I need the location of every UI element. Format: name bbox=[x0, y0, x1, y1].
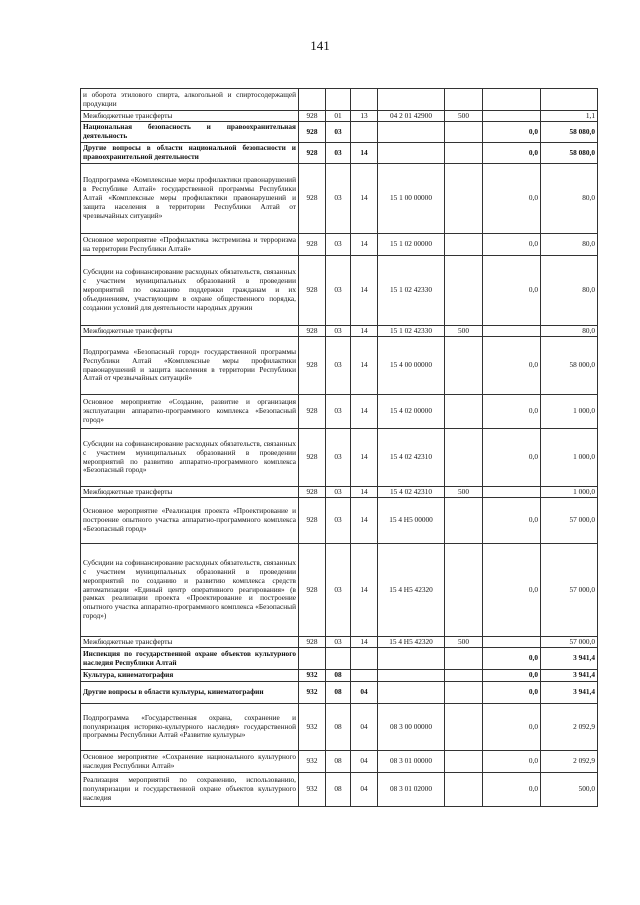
amount-1-cell bbox=[483, 637, 541, 648]
amount-1-cell: 0,0 bbox=[483, 498, 541, 544]
section-code-cell: 03 bbox=[326, 164, 351, 234]
section-code-cell: 03 bbox=[326, 143, 351, 164]
expense-type-cell bbox=[445, 337, 483, 395]
amount-2-cell: 57 000,0 bbox=[541, 498, 598, 544]
amount-2-cell: 80,0 bbox=[541, 234, 598, 256]
table-row bbox=[81, 429, 598, 487]
expense-type-cell bbox=[445, 234, 483, 256]
subsection-code-cell: 14 bbox=[351, 429, 378, 487]
section-code-cell: 03 bbox=[326, 429, 351, 487]
row-name-cell: Другие вопросы в области национальной безопасности и правоохранительной деятельности bbox=[81, 143, 299, 164]
target-article-cell: 08 3 01 02000 bbox=[378, 773, 445, 807]
ministry-code-cell: 928 bbox=[299, 234, 326, 256]
section-code-cell: 08 bbox=[326, 704, 351, 751]
expense-type-cell: 500 bbox=[445, 326, 483, 337]
subsection-code-cell: 14 bbox=[351, 487, 378, 498]
amount-1-cell bbox=[483, 487, 541, 498]
row-name-cell: Подпрограмма «Государственная охрана, сохранение и популяризация историко-культурного наследия» государственной программы Республики Алтай «Развитие культуры» bbox=[81, 704, 299, 751]
expense-type-cell bbox=[445, 164, 483, 234]
ministry-code-cell: 928 bbox=[299, 395, 326, 429]
amount-1-cell bbox=[483, 111, 541, 122]
section-code-cell: 03 bbox=[326, 122, 351, 143]
row-name-cell: Субсидии на софинансирование расходных обязательств, связанных с участием муниципальных образований в проведении мероприятий по развитию аппаратно-программного комплекса «Безопасный город» bbox=[81, 429, 299, 487]
row-name-cell: Межбюджетные трансферты bbox=[81, 326, 299, 337]
section-code-cell: 03 bbox=[326, 637, 351, 648]
ministry-code-cell bbox=[299, 89, 326, 111]
table-row bbox=[81, 234, 598, 256]
amount-2-cell: 1 000,0 bbox=[541, 429, 598, 487]
subsection-code-cell: 04 bbox=[351, 773, 378, 807]
subsection-code-cell bbox=[351, 89, 378, 111]
row-name-cell: Основное мероприятие «Сохранение национального культурного наследия Республики Алтай» bbox=[81, 751, 299, 773]
amount-1-cell: 0,0 bbox=[483, 395, 541, 429]
row-name-cell: Межбюджетные трансферты bbox=[81, 637, 299, 648]
ministry-code-cell: 928 bbox=[299, 429, 326, 487]
row-name-cell: Субсидии на софинансирование расходных обязательств, связанных с участием муниципальных образований в проведении мероприятий по созданию и развитию комплекса средств автоматизации «Единый центр оперативного реагирования» (в рамках реализации проекта «Проектирование и построение опытного участка аппаратно-программного комплекса «Безопасный город») bbox=[81, 544, 299, 637]
amount-1-cell: 0,0 bbox=[483, 164, 541, 234]
target-article-cell: 08 3 00 00000 bbox=[378, 704, 445, 751]
subsection-code-cell: 14 bbox=[351, 544, 378, 637]
amount-1-cell bbox=[483, 326, 541, 337]
amount-1-cell bbox=[483, 89, 541, 111]
table-row bbox=[81, 648, 598, 670]
target-article-cell: 15 4 02 42310 bbox=[378, 487, 445, 498]
section-code-cell: 03 bbox=[326, 544, 351, 637]
target-article-cell: 15 4 Н5 42320 bbox=[378, 544, 445, 637]
expense-type-cell bbox=[445, 256, 483, 326]
amount-1-cell: 0,0 bbox=[483, 544, 541, 637]
table-row bbox=[81, 326, 598, 337]
row-name-cell: Подпрограмма «Комплексные меры профилактики правонарушений в Республике Алтай» государственной программы Республики Алтай «Комплексные меры профилактики правонарушений и защита населения в территории Республики Алтай от чрезвычайных ситуаций» bbox=[81, 164, 299, 234]
ministry-code-cell: 928 bbox=[299, 122, 326, 143]
target-article-cell: 15 4 Н5 42320 bbox=[378, 637, 445, 648]
subsection-code-cell: 14 bbox=[351, 256, 378, 326]
ministry-code-cell: 928 bbox=[299, 498, 326, 544]
row-name-cell: Основное мероприятие «Создание, развитие и организация эксплуатации аппаратно-программного комплекса «Безопасный город» bbox=[81, 395, 299, 429]
expense-type-cell: 500 bbox=[445, 637, 483, 648]
section-code-cell bbox=[326, 89, 351, 111]
row-name-cell: Национальная безопасность и правоохранительная деятельность bbox=[81, 122, 299, 143]
ministry-code-cell: 932 bbox=[299, 751, 326, 773]
subsection-code-cell: 14 bbox=[351, 337, 378, 395]
section-code-cell: 08 bbox=[326, 682, 351, 704]
amount-2-cell: 1 000,0 bbox=[541, 395, 598, 429]
row-name-cell: Межбюджетные трансферты bbox=[81, 487, 299, 498]
amount-1-cell: 0,0 bbox=[483, 122, 541, 143]
ministry-code-cell: 932 bbox=[299, 773, 326, 807]
expense-type-cell bbox=[445, 682, 483, 704]
row-name-cell: Культура, кинематография bbox=[81, 670, 299, 682]
table-row bbox=[81, 704, 598, 751]
expense-type-cell bbox=[445, 395, 483, 429]
subsection-code-cell bbox=[351, 648, 378, 670]
target-article-cell bbox=[378, 89, 445, 111]
subsection-code-cell: 04 bbox=[351, 751, 378, 773]
table-row bbox=[81, 111, 598, 122]
amount-2-cell: 500,0 bbox=[541, 773, 598, 807]
amount-2-cell: 57 000,0 bbox=[541, 637, 598, 648]
table-row bbox=[81, 143, 598, 164]
target-article-cell: 15 4 02 42310 bbox=[378, 429, 445, 487]
subsection-code-cell bbox=[351, 122, 378, 143]
expense-type-cell: 500 bbox=[445, 111, 483, 122]
subsection-code-cell: 14 bbox=[351, 498, 378, 544]
row-name-cell: Другие вопросы в области культуры, кинематографии bbox=[81, 682, 299, 704]
amount-2-cell: 58 000,0 bbox=[541, 337, 598, 395]
amount-2-cell bbox=[541, 89, 598, 111]
amount-2-cell: 3 941,4 bbox=[541, 648, 598, 670]
expense-type-cell bbox=[445, 143, 483, 164]
target-article-cell bbox=[378, 143, 445, 164]
subsection-code-cell: 14 bbox=[351, 234, 378, 256]
subsection-code-cell: 14 bbox=[351, 164, 378, 234]
expense-type-cell bbox=[445, 544, 483, 637]
subsection-code-cell: 14 bbox=[351, 637, 378, 648]
table-row bbox=[81, 682, 598, 704]
expense-type-cell: 500 bbox=[445, 487, 483, 498]
amount-2-cell: 80,0 bbox=[541, 326, 598, 337]
target-article-cell bbox=[378, 670, 445, 682]
section-code-cell: 03 bbox=[326, 487, 351, 498]
subsection-code-cell: 04 bbox=[351, 682, 378, 704]
target-article-cell: 15 1 02 00000 bbox=[378, 234, 445, 256]
amount-2-cell: 80,0 bbox=[541, 164, 598, 234]
subsection-code-cell bbox=[351, 670, 378, 682]
amount-1-cell: 0,0 bbox=[483, 256, 541, 326]
table-row bbox=[81, 256, 598, 326]
ministry-code-cell: 928 bbox=[299, 637, 326, 648]
amount-2-cell: 80,0 bbox=[541, 256, 598, 326]
ministry-code-cell: 928 bbox=[299, 111, 326, 122]
section-code-cell: 03 bbox=[326, 337, 351, 395]
table-row bbox=[81, 751, 598, 773]
expense-type-cell bbox=[445, 89, 483, 111]
target-article-cell: 08 3 01 00000 bbox=[378, 751, 445, 773]
table-row bbox=[81, 498, 598, 544]
table-row bbox=[81, 337, 598, 395]
amount-1-cell: 0,0 bbox=[483, 773, 541, 807]
expense-type-cell bbox=[445, 648, 483, 670]
amount-2-cell: 1 000,0 bbox=[541, 487, 598, 498]
expense-type-cell bbox=[445, 704, 483, 751]
table-row bbox=[81, 164, 598, 234]
ministry-code-cell: 928 bbox=[299, 337, 326, 395]
ministry-code-cell: 928 bbox=[299, 487, 326, 498]
amount-1-cell: 0,0 bbox=[483, 751, 541, 773]
amount-1-cell: 0,0 bbox=[483, 704, 541, 751]
ministry-code-cell: 928 bbox=[299, 143, 326, 164]
amount-2-cell: 58 080,0 bbox=[541, 122, 598, 143]
amount-1-cell: 0,0 bbox=[483, 234, 541, 256]
table-row bbox=[81, 395, 598, 429]
target-article-cell: 15 1 00 00000 bbox=[378, 164, 445, 234]
table-row bbox=[81, 773, 598, 807]
row-name-cell: Подпрограмма «Безопасный город» государственной программы Республики Алтай «Комплексные меры профилактики правонарушений и защита населения в территории Республики Алтай от чрезвычайных ситуаций» bbox=[81, 337, 299, 395]
expense-type-cell bbox=[445, 429, 483, 487]
budget-table bbox=[80, 88, 598, 807]
section-code-cell: 08 bbox=[326, 773, 351, 807]
expense-type-cell bbox=[445, 773, 483, 807]
expense-type-cell bbox=[445, 122, 483, 143]
ministry-code-cell: 932 bbox=[299, 704, 326, 751]
row-name-cell: и оборота этилового спирта, алкогольной и спиртосодержащей продукции bbox=[81, 89, 299, 111]
row-name-cell: Межбюджетные трансферты bbox=[81, 111, 299, 122]
table-row bbox=[81, 122, 598, 143]
amount-2-cell: 3 941,4 bbox=[541, 682, 598, 704]
amount-2-cell: 57 000,0 bbox=[541, 544, 598, 637]
table-row bbox=[81, 544, 598, 637]
table-row bbox=[81, 487, 598, 498]
ministry-code-cell: 928 bbox=[299, 164, 326, 234]
target-article-cell: 15 1 02 42330 bbox=[378, 326, 445, 337]
section-code-cell: 03 bbox=[326, 326, 351, 337]
target-article-cell bbox=[378, 682, 445, 704]
section-code-cell bbox=[326, 648, 351, 670]
subsection-code-cell: 14 bbox=[351, 395, 378, 429]
amount-2-cell: 1,1 bbox=[541, 111, 598, 122]
amount-2-cell: 2 092,9 bbox=[541, 704, 598, 751]
target-article-cell bbox=[378, 122, 445, 143]
section-code-cell: 03 bbox=[326, 256, 351, 326]
row-name-cell: Инспекция по государственной охране объектов культурного наследия Республики Алтай bbox=[81, 648, 299, 670]
amount-1-cell: 0,0 bbox=[483, 682, 541, 704]
ministry-code-cell: 928 bbox=[299, 326, 326, 337]
amount-1-cell: 0,0 bbox=[483, 429, 541, 487]
target-article-cell: 15 4 02 00000 bbox=[378, 395, 445, 429]
page-number: 141 bbox=[310, 38, 330, 53]
row-name-cell: Реализация мероприятий по сохранению, использованию, популяризации и государственной охране объектов культурного наследия bbox=[81, 773, 299, 807]
expense-type-cell bbox=[445, 751, 483, 773]
row-name-cell: Основное мероприятие «Реализация проекта «Проектирование и построение опытного участка аппаратно-программного комплекса «Безопасный город» bbox=[81, 498, 299, 544]
amount-2-cell: 58 080,0 bbox=[541, 143, 598, 164]
row-name-cell: Субсидии на софинансирование расходных обязательств, связанных с участием муниципальных образований в проведении мероприятий по оказанию поддержки гражданам и их объединениям, участвующим в охране общественного порядка, создании условий для деятельности народных дружин bbox=[81, 256, 299, 326]
section-code-cell: 08 bbox=[326, 751, 351, 773]
section-code-cell: 08 bbox=[326, 670, 351, 682]
expense-type-cell bbox=[445, 498, 483, 544]
ministry-code-cell bbox=[299, 648, 326, 670]
section-code-cell: 03 bbox=[326, 234, 351, 256]
amount-1-cell: 0,0 bbox=[483, 337, 541, 395]
table-row bbox=[81, 89, 598, 111]
amount-2-cell: 2 092,9 bbox=[541, 751, 598, 773]
table-row bbox=[81, 637, 598, 648]
expense-type-cell bbox=[445, 670, 483, 682]
subsection-code-cell: 04 bbox=[351, 704, 378, 751]
subsection-code-cell: 14 bbox=[351, 143, 378, 164]
target-article-cell: 15 4 Н5 00000 bbox=[378, 498, 445, 544]
amount-2-cell: 3 941,4 bbox=[541, 670, 598, 682]
subsection-code-cell: 14 bbox=[351, 326, 378, 337]
target-article-cell bbox=[378, 648, 445, 670]
ministry-code-cell: 932 bbox=[299, 670, 326, 682]
amount-1-cell: 0,0 bbox=[483, 670, 541, 682]
section-code-cell: 03 bbox=[326, 395, 351, 429]
target-article-cell: 04 2 01 42900 bbox=[378, 111, 445, 122]
table-row bbox=[81, 670, 598, 682]
amount-1-cell: 0,0 bbox=[483, 648, 541, 670]
amount-1-cell: 0,0 bbox=[483, 143, 541, 164]
ministry-code-cell: 928 bbox=[299, 544, 326, 637]
target-article-cell: 15 4 00 00000 bbox=[378, 337, 445, 395]
ministry-code-cell: 932 bbox=[299, 682, 326, 704]
row-name-cell: Основное мероприятие «Профилактика экстремизма и терроризма на территории Республики Алтай» bbox=[81, 234, 299, 256]
ministry-code-cell: 928 bbox=[299, 256, 326, 326]
section-code-cell: 03 bbox=[326, 498, 351, 544]
section-code-cell: 01 bbox=[326, 111, 351, 122]
subsection-code-cell: 13 bbox=[351, 111, 378, 122]
target-article-cell: 15 1 02 42330 bbox=[378, 256, 445, 326]
